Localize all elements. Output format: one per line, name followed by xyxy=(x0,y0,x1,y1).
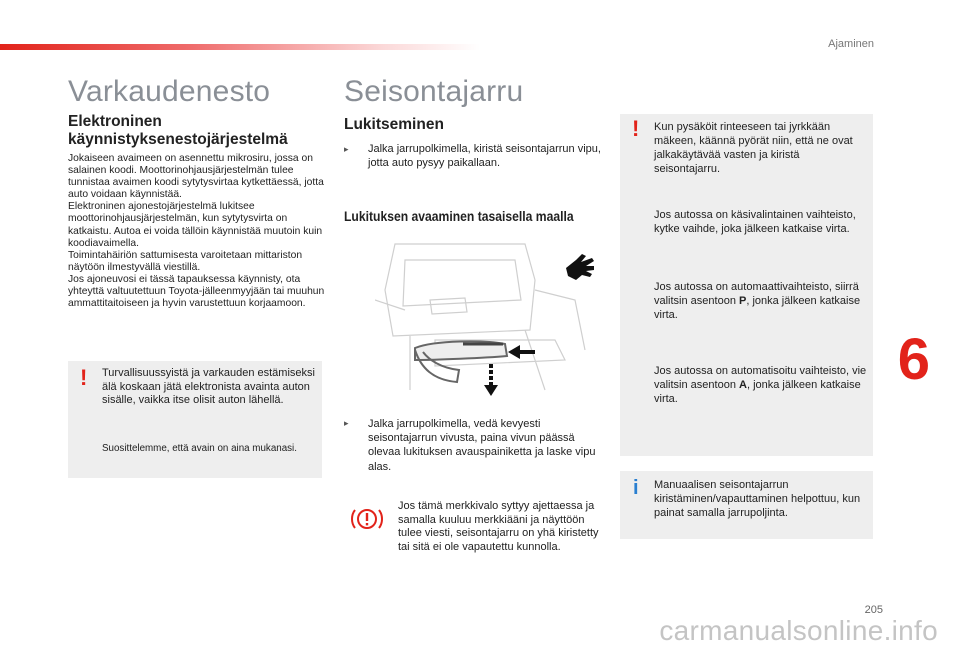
right-info-text: Manuaalisen seisontajarrun kiristäminen/vapauttaminen helpottuu, kun painat samalla jarrupoljinta. xyxy=(654,479,861,519)
hand-icon xyxy=(564,252,596,282)
p4-text-c: , jonka jälkeen katkaise virta. xyxy=(654,379,861,405)
right-warning-p3 xyxy=(654,280,868,322)
right-info-box xyxy=(620,471,873,539)
bullet-icon: ▸ xyxy=(344,144,349,154)
locking-bullet-text: Jalka jarrupolkimella, kiristä seisontajarrun vipu, jotta auto pysyy paikallaan. xyxy=(368,143,601,169)
release-heading: Lukituksen avaaminen tasaisella maalla xyxy=(344,209,574,224)
p4-text-b: A xyxy=(739,379,747,391)
watermark: carmanualsonline.info xyxy=(659,615,938,646)
header-accent-bar xyxy=(0,44,480,50)
page-number: 205 xyxy=(864,604,883,616)
left-title: Varkaudenesto xyxy=(68,75,271,108)
right-warning-p1: Kun pysäköit rinteeseen tai jyrkkään mäkeen, käännä pyörät niin, että ne ovat jalkakäytävää vasten ja kiristä seisontajarru. xyxy=(654,121,853,175)
brake-warning-light-icon xyxy=(351,506,383,532)
left-warning-text: Turvallisuussyistä ja varkauden estämiseksi älä koskaan jätä elektronista avainta auton sisälle, vaikka itse olisit auton lähellä. xyxy=(102,367,315,406)
locking-heading: Lukitseminen xyxy=(344,116,444,133)
right-warning-p4 xyxy=(654,364,868,406)
release-bullet-text: Jalka jarrupolkimella, vedä kevyesti seisontajarrun vivusta, paina vivun päässä olevaa lukituksen avauspainiketta ja laske vipu alas. xyxy=(368,418,596,473)
warning-exclamation-icon: ! xyxy=(632,116,640,141)
left-warning-box xyxy=(68,361,322,478)
p3-text-b: P xyxy=(739,295,747,307)
middle-title: Seisontajarru xyxy=(344,75,524,108)
chapter-number: 6 xyxy=(897,327,930,392)
section-header: Ajaminen xyxy=(828,38,874,50)
left-body-text: Jokaiseen avaimeen on asennettu mikrosiru, jossa on salainen koodi. Moottorinohjausjärjestelmän tulee tunnistaa avaimen koodi sytytysvirtaa kytkettäessä, jotta auto voidaan käynnistää. Elektroninen ajonestojärjestelmä lukitsee moottorinohjausjärjestelmän, kun sytytysvirta on katkaistu. Autoa ei voida tällöin käynnistää muutoin kuin koodiavaimella. Toimintahäiriön sattumisesta varoitetaan mittariston näytöön ilmestyvällä viestillä. Jos ajoneuvosi ei tässä tapauksessa käynnisty, ota yhteyttä valtuutettuun Toyota-jälleenmyyjään tai muuhun ammattitaitoiseen ja hyvin varustettuun korjaamoon. xyxy=(68,153,325,310)
info-icon: i xyxy=(633,477,639,499)
p3-text-a: Jos autossa on automaattivaihteisto, siirrä valitsin asentoon xyxy=(654,281,859,307)
right-warning-box xyxy=(620,114,873,456)
left-subtitle: Elektroninen käynnistyksenestojärjestelmä xyxy=(68,113,288,148)
left-warning-note: Suosittelemme, että avain on aina mukanasi. xyxy=(102,443,297,454)
p3-text-c: , jonka jälkeen katkaise virta. xyxy=(654,295,861,321)
p4-text-a: Jos autossa on automatisoitu vaihteisto, vie valitsin asentoon xyxy=(654,365,867,391)
warning-exclamation-icon: ! xyxy=(80,365,88,390)
warning-light-text: Jos tämä merkkivalo syttyy ajettaessa ja samalla kuuluu merkkiääni ja näyttöön tulee viesti, seisontajarru on yhä kiristetty tai sitä ei ole vapautettu kunnolla. xyxy=(398,500,599,553)
right-warning-p2: Jos autossa on käsivalintainen vaihteisto, kytke vaihde, joka jälkeen katkaise virta. xyxy=(654,209,856,235)
bullet-icon: ▸ xyxy=(344,418,349,428)
